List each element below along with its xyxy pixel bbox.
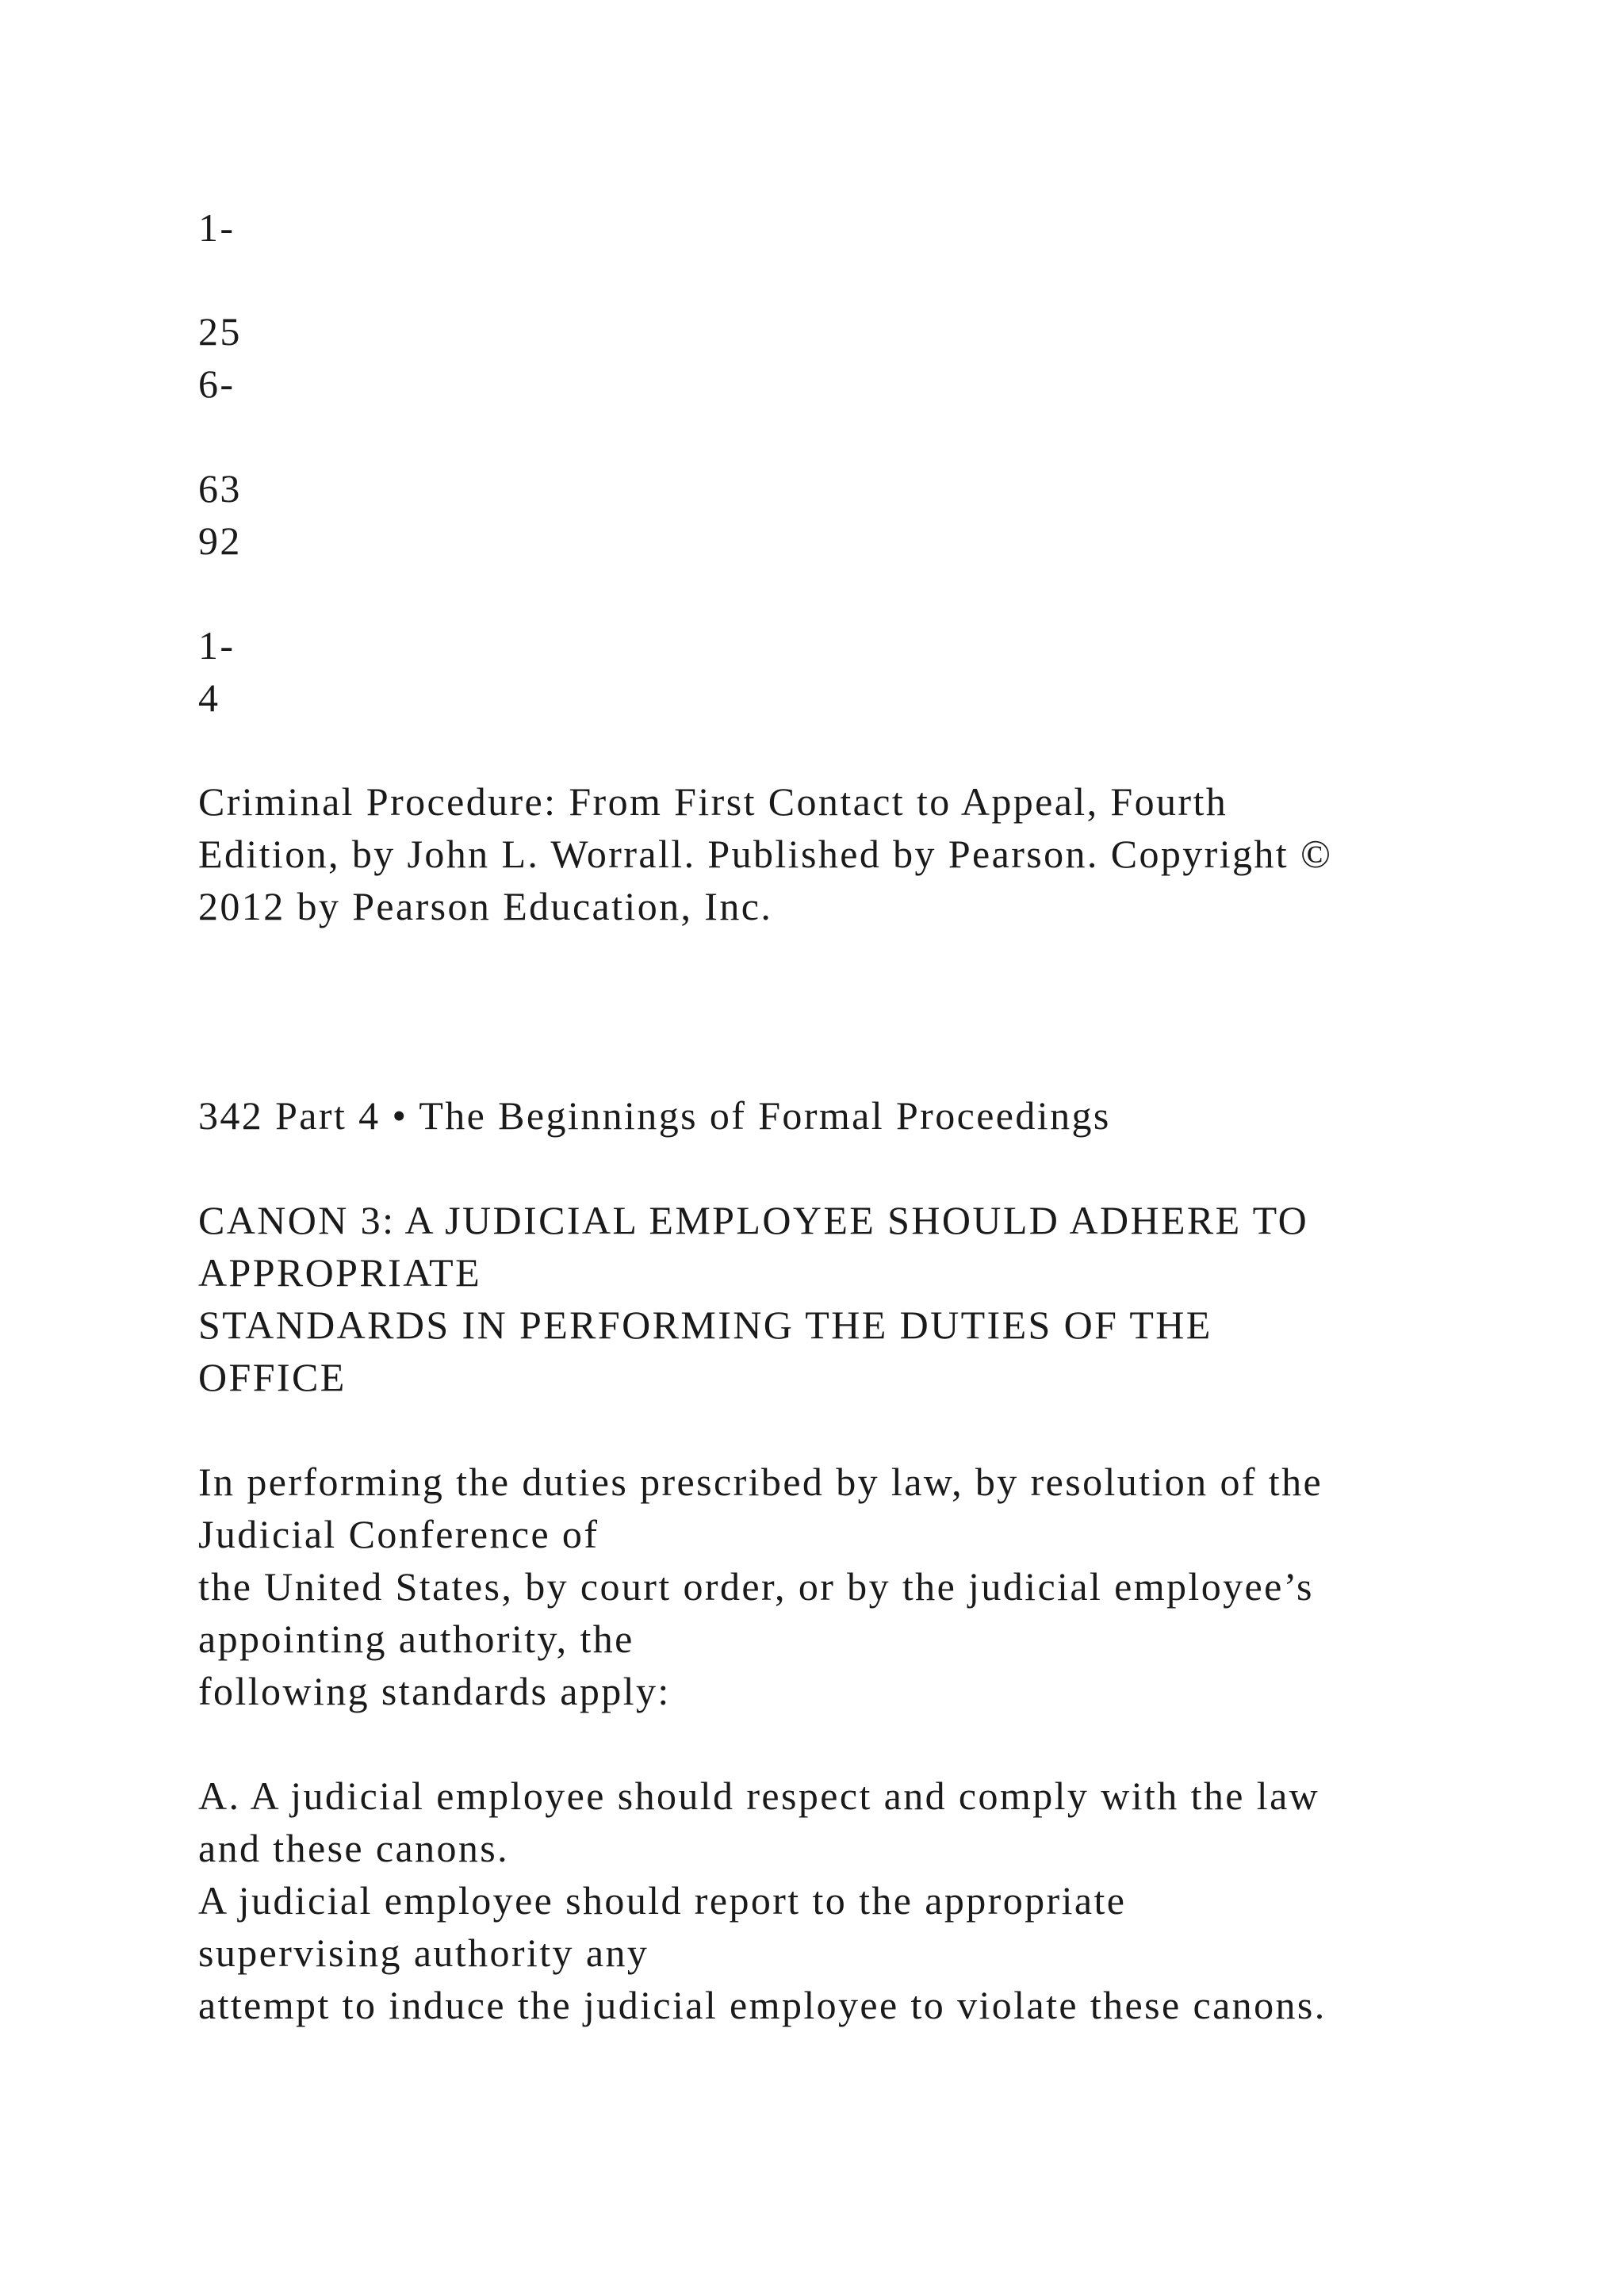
paragraph-line: In performing the duties prescribed by law, by resolution of the [198,1460,1323,1504]
paragraph-line: the United States, by court order, or by the judicial employee’s [198,1564,1314,1609]
page-number-fragment: 4 [198,675,220,720]
page-number-fragment: 6- [198,362,236,406]
page-number-fragment: 92 [198,519,242,563]
canon-heading-line: STANDARDS IN PERFORMING THE DUTIES OF THE [198,1303,1212,1347]
running-header: 342 Part 4 • The Beginnings of Formal Proceedings [198,1093,1111,1138]
paragraph-line: attempt to induce the judicial employee to violate these canons. [198,1983,1327,2027]
paragraph-line: and these canons. [198,1826,510,1870]
paragraph-line: Judicial Conference of [198,1512,599,1556]
copyright-line: Edition, by John L. Worrall. Published by Pearson. Copyright © [198,832,1333,876]
copyright-line: 2012 by Pearson Education, Inc. [198,884,773,928]
paragraph-line: appointing authority, the [198,1617,634,1661]
paragraph-line: A. A judicial employee should respect and comply with the law [198,1774,1320,1818]
page-number-fragment: 25 [198,309,242,354]
page-number-fragment: 1- [198,623,236,668]
canon-heading-line: OFFICE [198,1355,347,1399]
page-number-fragment: 63 [198,466,242,511]
paragraph-line: following standards apply: [198,1669,671,1713]
copyright-line: Criminal Procedure: From First Contact to Appeal, Fourth [198,779,1228,824]
paragraph-line: supervising authority any [198,1931,649,1975]
canon-heading-line: APPROPRIATE [198,1250,482,1295]
paragraph-line: A judicial employee should report to the appropriate [198,1878,1127,1923]
canon-heading-line: CANON 3: A JUDICIAL EMPLOYEE SHOULD ADHERE TO [198,1198,1309,1242]
page-number-fragment: 1- [198,205,236,250]
